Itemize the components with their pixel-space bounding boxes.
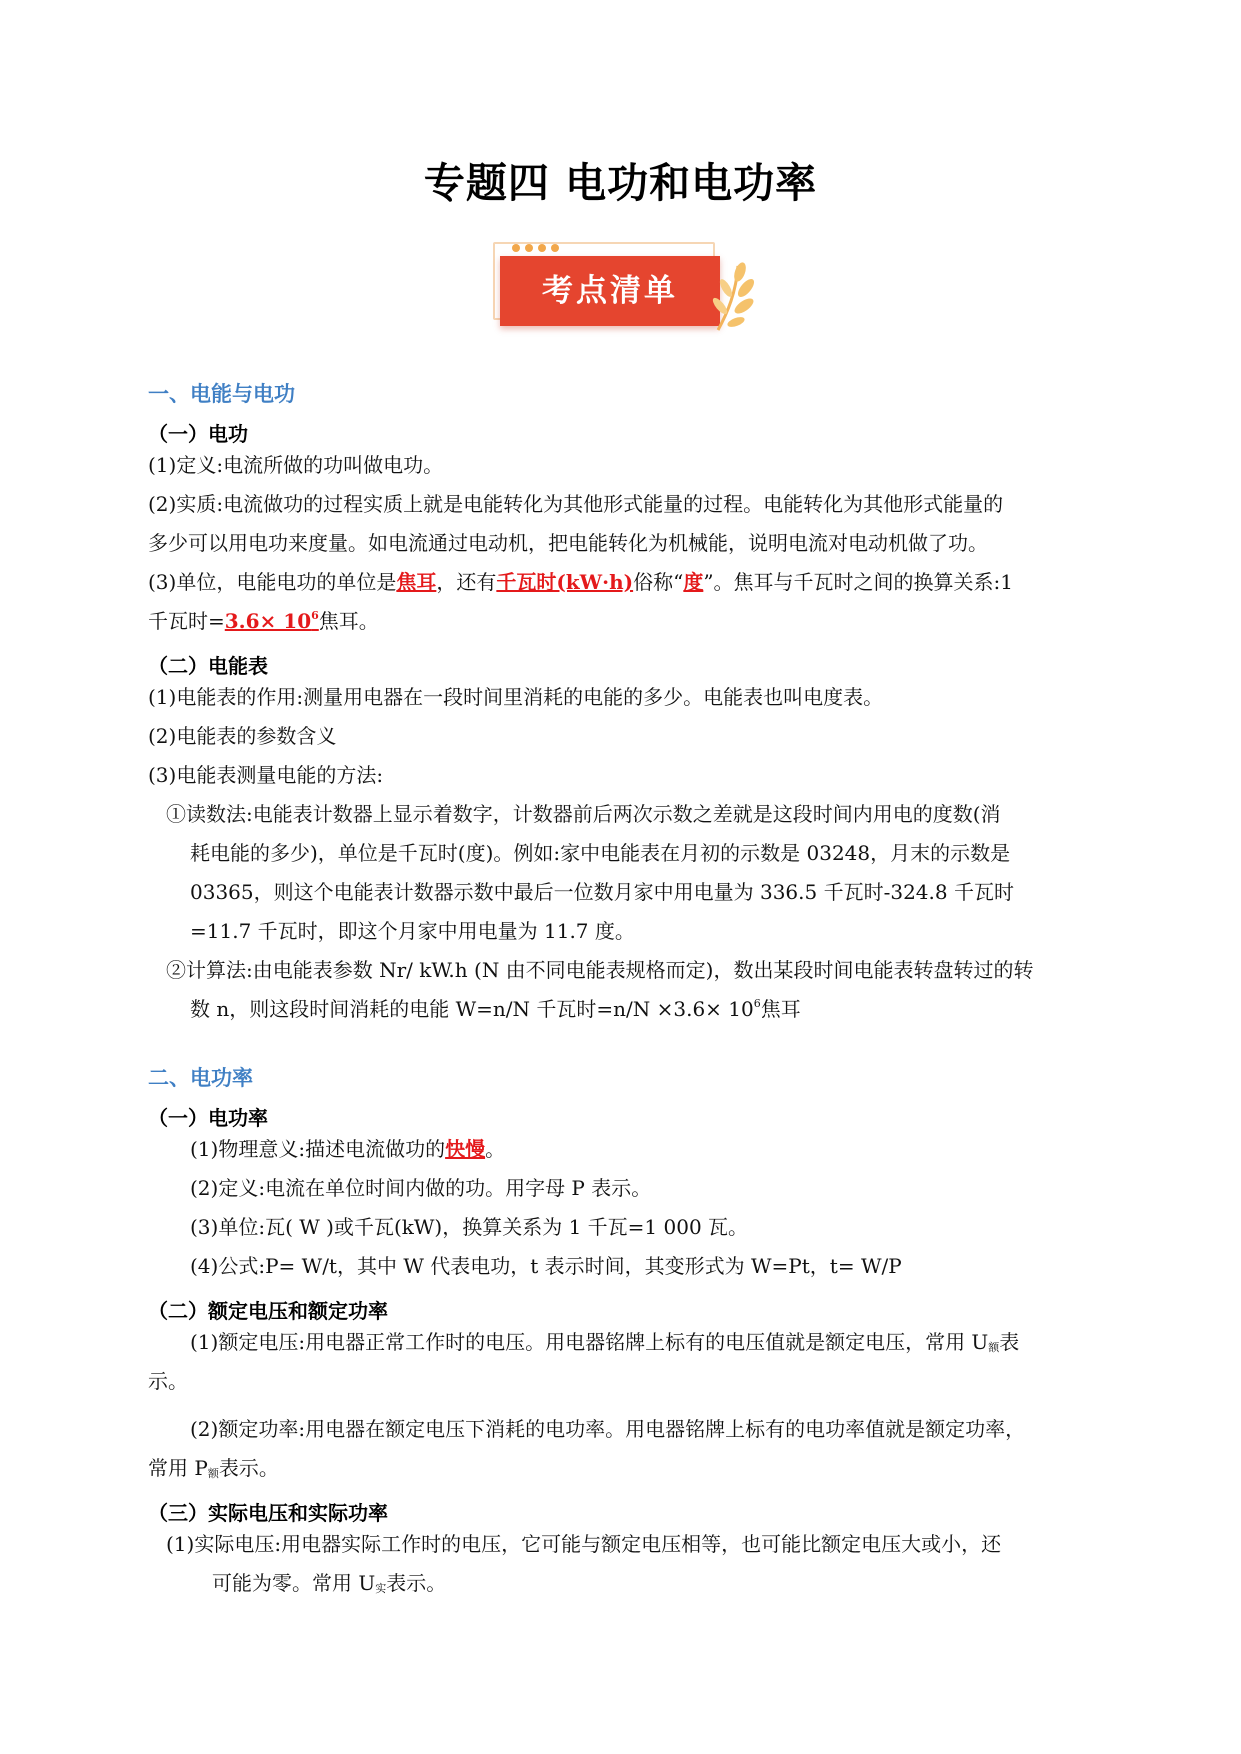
actual-voltage-line-1: (1)实际电压:用电器实际工作时的电压，它可能与额定电压相等，也可能比额定电压大或小，还 — [166, 1532, 1002, 1556]
speed-highlight: 快慢 — [445, 1137, 486, 1161]
laurel-icon — [710, 262, 755, 332]
subsection-heading-actual: （三）实际电压和实际功率 — [148, 1501, 388, 1525]
conversion-text-2: 焦耳。 — [318, 609, 379, 633]
calc-method-line-1: ②计算法:由电能表参数 Nr/ kW.h (N 由不同电能表规格而定)，数出某段时间电能表转盘转过的转 — [166, 958, 1034, 982]
unit-line-1 — [148, 563, 1013, 601]
reading-method-line-2: 耗电能的多少)，单位是千瓦时(度)。例如:家中电能表在月初的示数是 03248，月末的示数是 — [190, 841, 1011, 865]
power-meaning-text: (1)物理意义:描述电流做功的 — [190, 1137, 446, 1161]
conversion-highlight — [225, 609, 319, 633]
conversion-value: 3.6× 10 — [224, 609, 312, 633]
joule-highlight: 焦耳 — [396, 570, 437, 594]
rated-power-subscript: 额 — [207, 1467, 219, 1480]
unit-text-1: (3)单位，电能电功的单位是 — [148, 570, 397, 594]
conversion-text-1: 千瓦时= — [148, 609, 225, 633]
actual-voltage-subscript: 实 — [375, 1582, 387, 1595]
rated-voltage-end: 表 — [999, 1330, 1020, 1354]
reading-method-line-4: =11.7 千瓦时，即这个月家中用电量为 11.7 度。 — [190, 919, 635, 943]
calc-formula-unit: 焦耳 — [760, 997, 801, 1021]
rated-power-end: 表示。 — [218, 1456, 279, 1480]
meter-function-line: (1)电能表的作用:测量用电器在一段时间里消耗的电能的多少。电能表也叫电度表。 — [148, 685, 884, 709]
calc-method-line-2 — [190, 990, 801, 1028]
degree-highlight: 度 — [683, 570, 704, 594]
essence-line-1: (2)实质:电流做功的过程实质上就是电能转化为其他形式能量的过程。电能转化为其他形式能量的 — [148, 492, 1004, 516]
page-title: 专题四 电功和电功率 — [423, 159, 818, 207]
power-meaning-line — [190, 1130, 505, 1168]
meter-params-line: (2)电能表的参数含义 — [148, 724, 337, 748]
banner-dots — [512, 237, 564, 256]
reading-method-line-1: ①读数法:电能表计数器上显示着数字，计数器前后两次示数之差就是这段时间内用电的度数(消 — [166, 802, 1001, 826]
unit-text-3: 俗称“ — [633, 570, 684, 594]
calc-formula-exponent: 6 — [753, 997, 761, 1010]
rated-voltage-line-2: 示。 — [148, 1369, 188, 1393]
unit-line-2 — [148, 602, 379, 640]
subsection-heading-meter: （二）电能表 — [148, 654, 268, 678]
rated-power-text: 常用 P — [148, 1456, 208, 1480]
subsection-heading-rated: （二）额定电压和额定功率 — [148, 1299, 388, 1323]
section-heading-2: 二、电功率 — [148, 1066, 253, 1090]
power-meaning-end: 。 — [485, 1137, 506, 1161]
subsection-heading-power: （一）电功率 — [148, 1106, 268, 1130]
rated-power-line-2 — [148, 1449, 279, 1493]
rated-voltage-subscript: 额 — [988, 1341, 1000, 1354]
rated-voltage-text: (1)额定电压:用电器正常工作时的电压。用电器铭牌上标有的电压值就是额定电压，常用 U — [190, 1330, 989, 1354]
rated-voltage-line-1 — [190, 1323, 1019, 1367]
definition-line: (1)定义:电流所做的功叫做电功。 — [148, 453, 444, 477]
meter-method-line: (3)电能表测量电能的方法: — [148, 763, 384, 787]
power-unit-line: (3)单位:瓦( W )或千瓦(kW)，换算关系为 1 千瓦=1 000 瓦。 — [190, 1215, 749, 1239]
power-definition-line: (2)定义:电流在单位时间内做的功。用字母 P 表示。 — [190, 1176, 652, 1200]
essence-line-2: 多少可以用电功来度量。如电流通过电动机，把电能转化为机械能，说明电流对电动机做了功。 — [148, 531, 988, 555]
rated-power-line-1: (2)额定功率:用电器在额定电压下消耗的电功率。用电器铭牌上标有的电功率值就是额定功率， — [190, 1417, 1026, 1441]
section-heading-1: 一、电能与电功 — [148, 382, 295, 406]
banner — [488, 232, 763, 332]
subsection-heading-work: （一）电功 — [148, 422, 248, 446]
unit-text-4: ”。焦耳与千瓦时之间的换算关系:1 — [703, 570, 1014, 594]
actual-voltage-line-2 — [212, 1564, 446, 1608]
power-formula-line: (4)公式:P= W/t，其中 W 代表电功，t 表示时间，其变形式为 W=Pt，t= W/P — [190, 1254, 902, 1278]
banner-label: 考点清单 — [542, 273, 678, 309]
conversion-exponent: 6 — [311, 609, 319, 622]
calc-formula-text: 数 n，则这段时间消耗的电能 W=n/N 千瓦时=n/N ×3.6× 10 — [190, 997, 754, 1021]
actual-voltage-text: 可能为零。常用 U — [212, 1571, 376, 1595]
reading-method-line-3: 03365，则这个电能表计数器示数中最后一位数月家中用电量为 336.5 千瓦时-324.8 千瓦时 — [190, 880, 1014, 904]
actual-voltage-end: 表示。 — [386, 1571, 447, 1595]
unit-text-2: ，还有 — [436, 570, 497, 594]
kwh-highlight: 千瓦时(kW·h) — [496, 570, 634, 594]
